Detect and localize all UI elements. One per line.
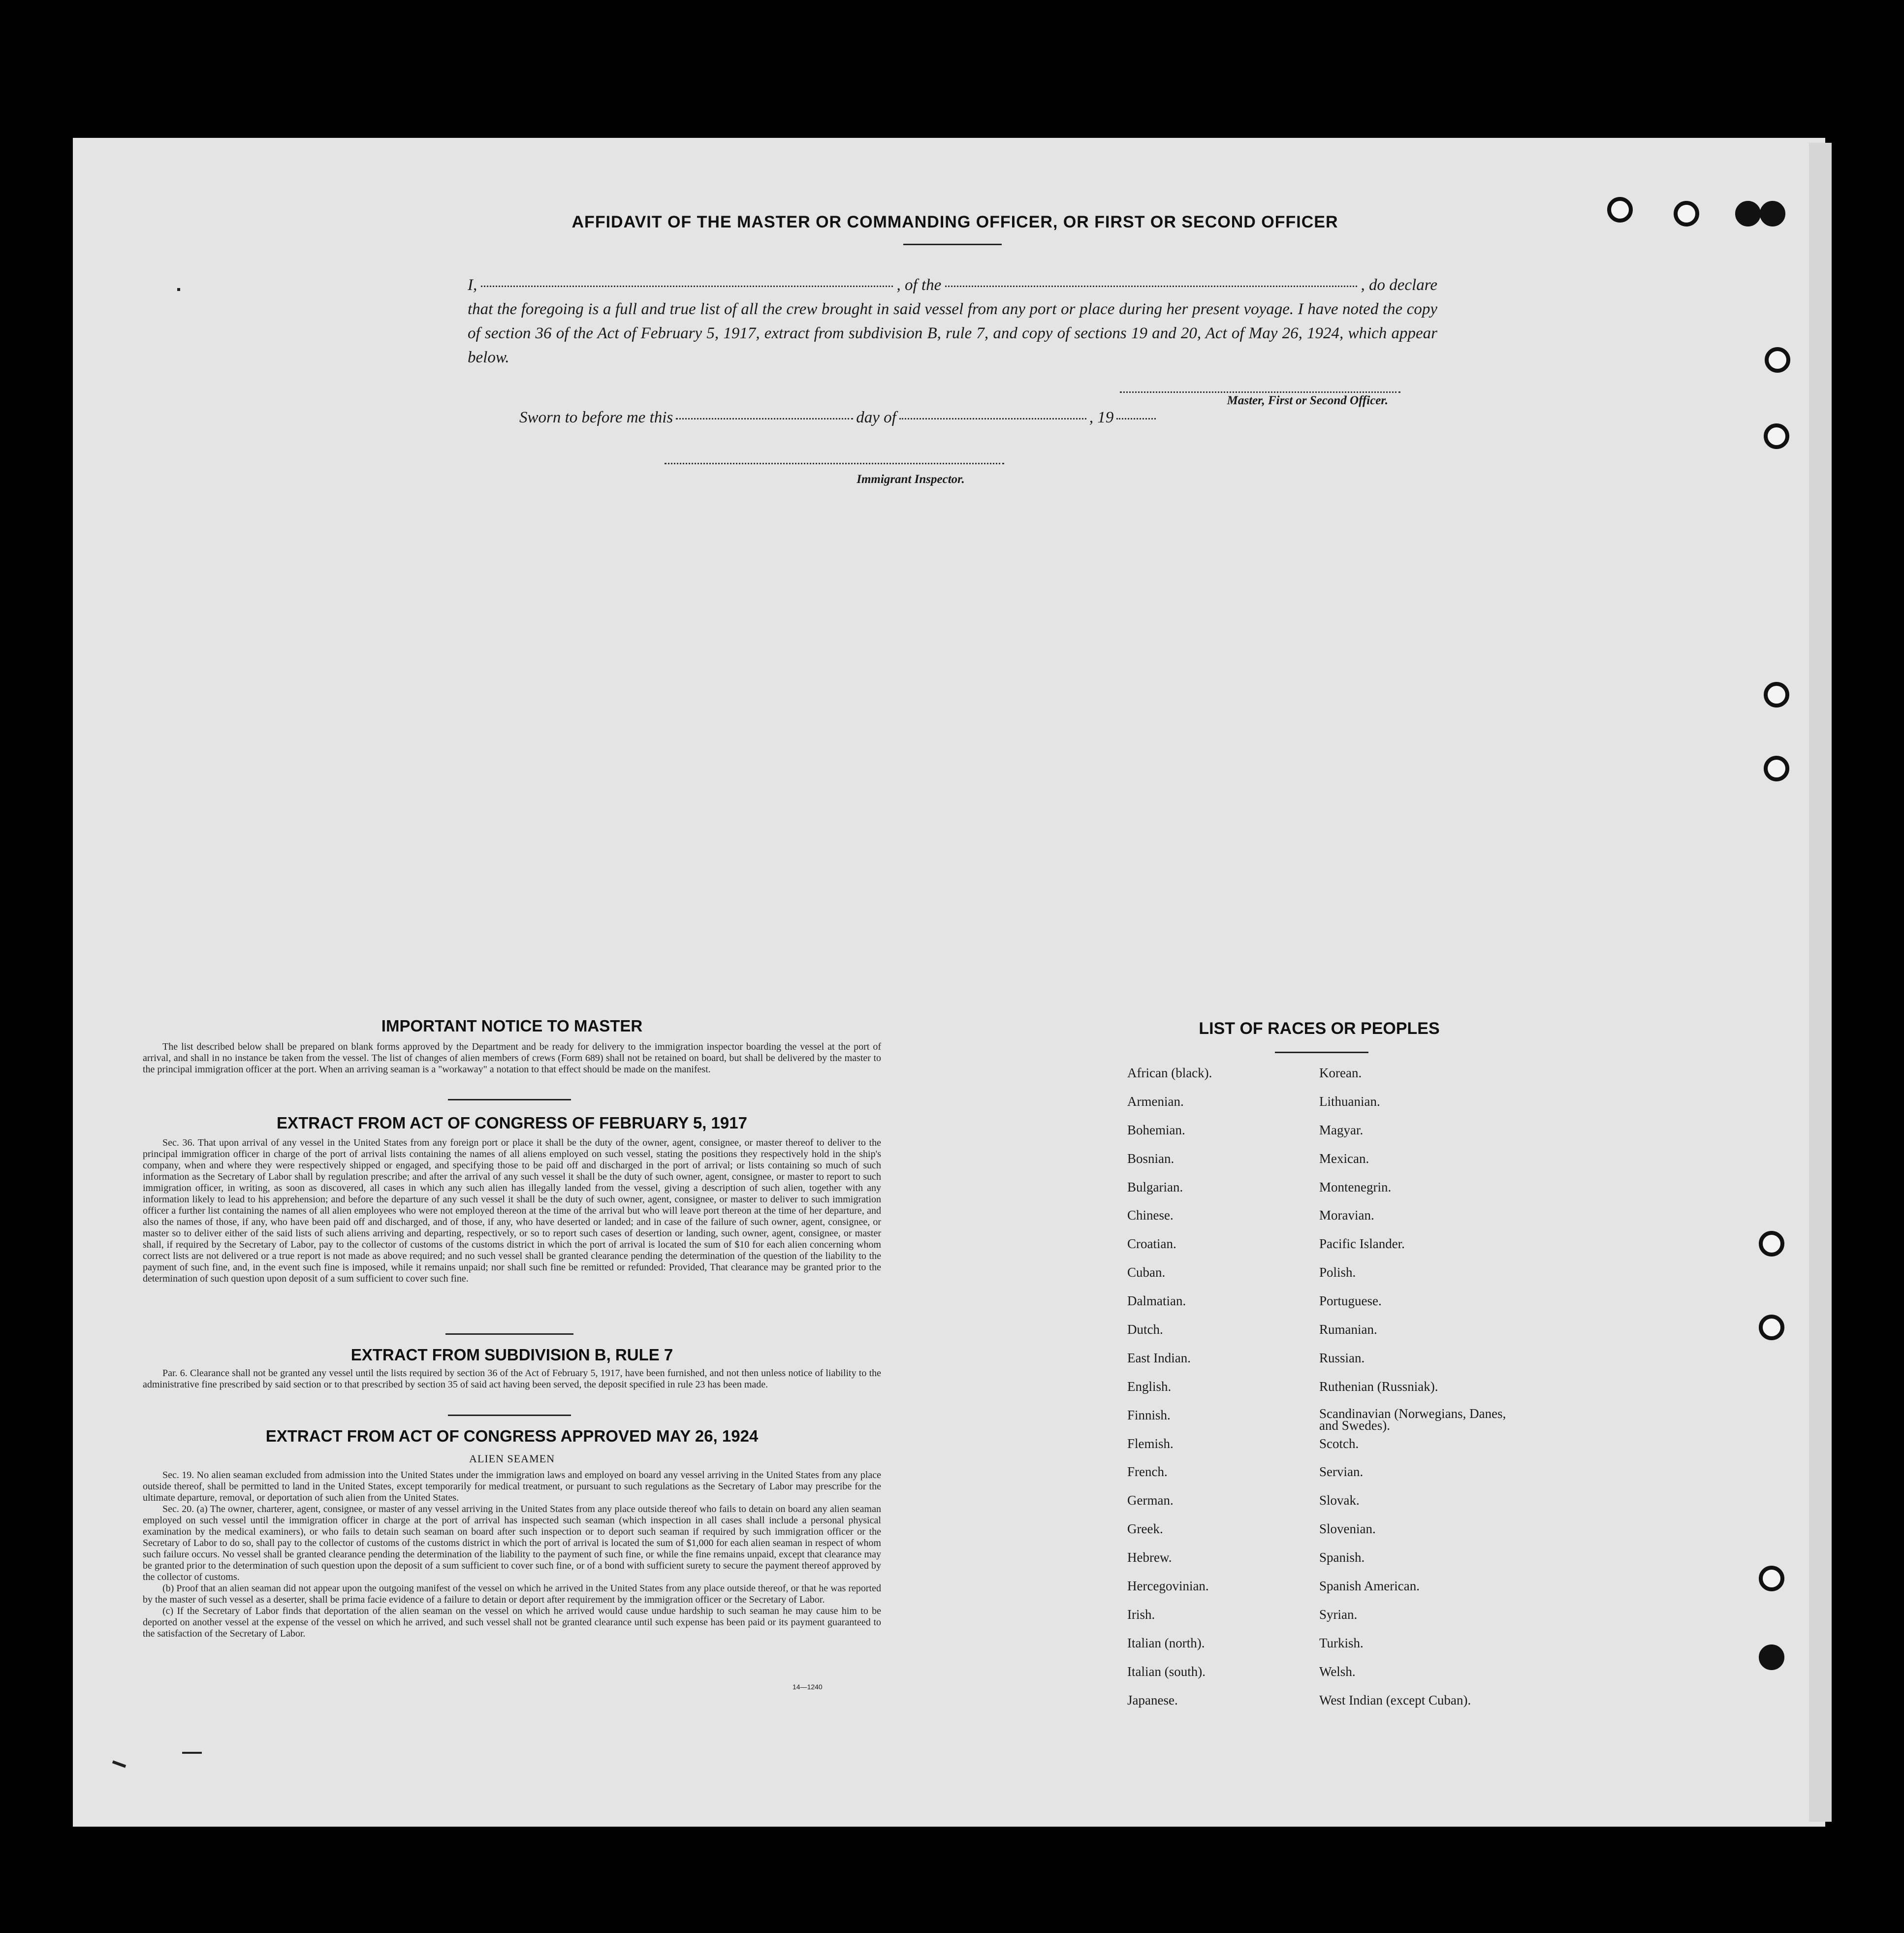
list-item: Slovenian. [1319, 1521, 1376, 1537]
list-item: Chinese. [1127, 1208, 1174, 1223]
binder-hole [1674, 201, 1699, 226]
sworn-prefix: Sworn to before me this [519, 409, 673, 426]
list-item: Rumanian. [1319, 1322, 1377, 1337]
list-item: Spanish American. [1319, 1579, 1420, 1594]
sworn-line [519, 409, 1248, 427]
name-blank [481, 286, 892, 287]
list-item: Flemish. [1127, 1436, 1174, 1451]
list-item: Scandinavian (Norwegians, Danes, and Swedes). [1319, 1406, 1506, 1433]
list-item: German. [1127, 1493, 1174, 1508]
list-item: Russian. [1319, 1350, 1365, 1365]
races-title: LIST OF RACES OR PEOPLES [1199, 1019, 1440, 1038]
list-item: Portuguese. [1319, 1293, 1382, 1309]
extract-rule7-title: EXTRACT FROM SUBDIVISION B, RULE 7 [350, 1346, 673, 1364]
divider [903, 244, 1002, 245]
affidavit-line-mid: , of the [896, 276, 942, 294]
list-item: Finnish. [1127, 1407, 1171, 1422]
notice-text: The list described below shall be prepared on blank forms approved by the Department and be ready for delivery to the immigration inspector boarding the vessel at the port of arrival, and shall in no instance be taken from the vessel. The list of changes of alien members of crews (Form 689) shall not be retained on board, but shall be delivered by the master to the principal immigration officer at the port. When an arriving seaman is a "workaway" a notation to that effect should be made on the manifest. [143, 1041, 881, 1075]
list-item: Moravian. [1319, 1208, 1374, 1223]
list-item: Mexican. [1319, 1151, 1369, 1166]
list-item: Greek. [1127, 1521, 1163, 1537]
divider [448, 1415, 571, 1416]
list-item: French. [1127, 1464, 1168, 1480]
list-item: Ruthenian (Russniak). [1319, 1379, 1438, 1394]
binder-hole [1764, 756, 1789, 781]
divider [1275, 1052, 1368, 1053]
list-item: Bohemian. [1127, 1122, 1185, 1137]
list-item: Montenegrin. [1319, 1179, 1392, 1194]
binder-hole [1764, 682, 1789, 708]
vessel-blank [945, 286, 1357, 287]
list-item: Bulgarian. [1127, 1179, 1183, 1194]
master-signature-line [1120, 391, 1400, 393]
notice-title: IMPORTANT NOTICE TO MASTER [381, 1017, 643, 1035]
extract-1924-title: EXTRACT FROM ACT OF CONGRESS APPROVED MAY 26, 1924 [265, 1427, 759, 1445]
page-edge [1809, 143, 1832, 1822]
extract-rule7-text: Par. 6. Clearance shall not be granted any vessel until the lists required by section 36 of the Act of February 5, 1917, have been furnished, and not then unless notice of liability to the administrative fine prescribed by said section or to that prescribed by section 35 of said act having been served, the deposit specified in rule 23 has been made. [143, 1368, 881, 1390]
extract-1924-text [143, 1470, 881, 1640]
extract-1924-subtitle: ALIEN SEAMEN [469, 1452, 555, 1465]
month-blank [899, 418, 1086, 419]
section-19-text: Sec. 19. No alien seaman excluded from admission into the United States under the immigration laws and employed on board any vessel arriving in the United States from any place outside thereof, shall be permitted to land in the United States, except temporarily for medical treatment, or pursuant to such regulations as the Secretary of Labor may prescribe for the ultimate departure, removal, or deportation of such alien from the United States. [143, 1470, 881, 1503]
sworn-year-label: , 19 [1089, 409, 1114, 426]
inspector-label: Immigrant Inspector. [857, 473, 965, 486]
section-20b-text: (b) Proof that an alien seaman did not appear upon the outgoing manifest of the vessel on which he arrived in the United States from any place outside thereof, or that he was reported by the master of such vessel as a deserter, shall be prima facie evidence of a failure to detain or deport after requirement by the immigration officer or the Secretary of Labor. [143, 1583, 881, 1605]
binder-hole [1760, 201, 1785, 226]
list-item: Japanese. [1127, 1692, 1178, 1707]
list-item: Magyar. [1319, 1122, 1364, 1137]
binder-hole [1735, 201, 1761, 226]
list-item: African (black). [1127, 1065, 1212, 1080]
sworn-day-label: day of [856, 409, 896, 426]
list-item: Hebrew. [1127, 1550, 1172, 1565]
list-item: Dalmatian. [1127, 1293, 1186, 1309]
extract-1917-text: Sec. 36. That upon arrival of any vessel in the United States from any foreign port or place it shall be the duty of the owner, agent, consignee, or master thereof to deliver to the principal immigration officer in charge of the port of arrival lists containing the names of all aliens employed on such vessel, stating the positions they respectively hold in the ship's company, when and where they were respectively shipped or engaged, and specifying those to be paid off and discharged in the port of arrival; or lists containing so much of such information as the Secretary of Labor shall by regulation prescribe; and after the arrival of any such vessel it shall be the duty of such owner, agent, consignee, or master to report to such immigration officer, in writing, as soon as discovered, all cases in which any such alien has illegally landed from the vessel, giving a description of such alien, together with any information likely to lead to his apprehension; and before the departure of any such vessel it shall be the duty of such owner, agent, consignee, or master to deliver to such immigration officer a further list containing the names of all alien employees who were not employed thereon at the time of the arrival but who will leave port thereon at the time of her departure, and also the names of those, if any, who have been paid off and discharged, and of those, if any, who have deserted or landed; and in case of the failure of such owner, agent, consignee, or master so to deliver either of the said lists of such aliens arriving and departing, respectively, or so to report such cases of desertion or landing, such owner, agent, consignee, or master shall, if required by the Secretary of Labor, pay to the collector of customs of the customs district in which the port of arrival is located the sum of $10 for each alien concerning whom correct lists are not delivered or a true report is not made as above required; and no such vessel shall be granted clearance pending the determination of the question of the liability to the payment of such fine, and, in the event such fine is imposed, while it remains unpaid; nor shall such fine be remitted or refunded: Provided, That clearance may be granted prior to the determination of such question upon deposit of a sum sufficient to cover such fine. [143, 1137, 881, 1284]
divider [445, 1333, 573, 1335]
affidavit-line-start: I, [468, 276, 477, 294]
list-item: Italian (south). [1127, 1664, 1206, 1679]
list-item: Bosnian. [1127, 1151, 1174, 1166]
list-item: Slovak. [1319, 1493, 1360, 1508]
binder-hole [1607, 197, 1633, 223]
list-item: English. [1127, 1379, 1172, 1394]
list-item: Syrian. [1319, 1607, 1358, 1622]
day-blank [676, 418, 853, 419]
list-item: Turkish. [1319, 1635, 1364, 1650]
list-item: Lithuanian. [1319, 1094, 1380, 1109]
affidavit-line-end: , do declare [1361, 276, 1437, 294]
binder-hole [1759, 1566, 1784, 1591]
races-list-left [1127, 1065, 1212, 1721]
form-number: 14—1240 [793, 1683, 823, 1691]
binder-hole [1759, 1231, 1784, 1256]
affidavit-body [468, 273, 1437, 370]
list-item: Servian. [1319, 1464, 1364, 1480]
list-item: Armenian. [1127, 1094, 1184, 1109]
list-item: West Indian (except Cuban). [1319, 1692, 1471, 1707]
scan-mark [182, 1752, 202, 1754]
list-item: Spanish. [1319, 1550, 1365, 1565]
binder-hole [1759, 1315, 1784, 1340]
list-item: Pacific Islander. [1319, 1236, 1405, 1252]
list-item: Cuban. [1127, 1265, 1166, 1280]
list-item: Dutch. [1127, 1322, 1163, 1337]
list-item: Croatian. [1127, 1236, 1176, 1252]
divider [448, 1099, 571, 1100]
section-20c-text: (c) If the Secretary of Labor finds that deportation of the alien seaman on the vessel on which he arrived would cause undue hardship to such seaman he may cause him to be deported on another vessel at the expense of the vessel on which he arrived, and such vessel shall not be granted clearance until such expense has been paid or its payment guaranteed to the satisfaction of the Secretary of Labor. [143, 1606, 881, 1639]
list-item: Korean. [1319, 1065, 1362, 1080]
binder-hole [1764, 423, 1789, 449]
binder-hole [1759, 1644, 1784, 1670]
list-item: Welsh. [1319, 1664, 1356, 1679]
list-item: East Indian. [1127, 1350, 1191, 1365]
list-item: Irish. [1127, 1607, 1155, 1622]
list-item: Scotch. [1319, 1436, 1359, 1451]
affidavit-title: AFFIDAVIT OF THE MASTER OR COMMANDING OFFICER, OR FIRST OR SECOND OFFICER [571, 213, 1338, 231]
section-20a-text: Sec. 20. (a) The owner, charterer, agent, consignee, or master of any vessel arriving in the United States from any place outside thereof who fails to detain on board any alien seaman employed on such vessel until the immigration officer in charge at the port of arrival has inspected such seaman (which inspection in all cases shall include a personal physical examination by the medical examiners), or who fails to detain such seaman on board after such inspection or to deport such seaman if required by such immigration officer or the Secretary of Labor to do so, shall pay to the collector of customs of the customs district in which the port of arrival is located the sum of $1,000 for each alien seaman in respect of whom such failure occurs. No vessel shall be granted clearance pending the determination of the liability to the payment of such fine, or while the fine remains unpaid, except that clearance may be granted prior to the determination of such question upon the deposit of a sum sufficient to cover such fine, or of a bond with sufficient surety to secure the payment thereof approved by the collector of customs. [143, 1504, 881, 1582]
master-signature-label: Master, First or Second Officer. [1227, 394, 1388, 407]
binder-hole [1765, 347, 1790, 373]
scan-mark [177, 288, 180, 291]
inspector-signature-line [665, 463, 1004, 464]
extract-1917-title: EXTRACT FROM ACT OF CONGRESS OF FEBRUARY 5, 1917 [277, 1114, 747, 1132]
races-list-right [1319, 1065, 1506, 1721]
list-item: Polish. [1319, 1265, 1356, 1280]
list-item: Italian (north). [1127, 1635, 1205, 1650]
list-item: Hercegovinian. [1127, 1579, 1209, 1594]
affidavit-text: that the foregoing is a full and true list of all the crew brought in said vessel from any port or place during her present voyage. I have noted the copy of section 36 of the Act of February 5, 1917, extract from subdivision B, rule 7, and copy of sections 19 and 20, Act of May 26, 1924, which appear below. [468, 300, 1437, 366]
year-blank [1116, 418, 1156, 419]
